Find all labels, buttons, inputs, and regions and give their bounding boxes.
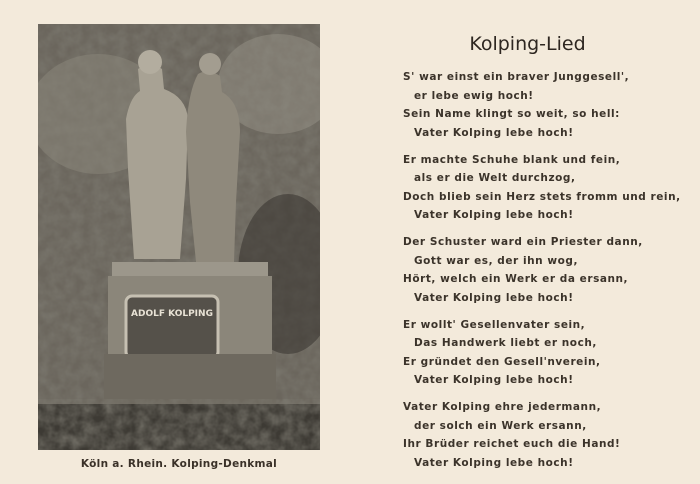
poem-line: Er machte Schuhe blank und fein, bbox=[403, 153, 621, 166]
poem-line: Er wollt' Gesellenvater sein, bbox=[403, 318, 586, 331]
monument-photo bbox=[38, 24, 320, 450]
kolping-monument-image bbox=[38, 24, 320, 450]
poem-line: Vater Kolping lebe hoch! bbox=[414, 374, 574, 386]
poem-stanza bbox=[403, 233, 693, 307]
photo-caption: Köln a. Rhein. Kolping-Denkmal bbox=[80, 458, 278, 470]
poem-line: Vater Kolping ehre jedermann, bbox=[403, 401, 602, 413]
poem-line: Hört, welch ein Werk er da ersann, bbox=[403, 273, 629, 285]
poem-line: der solch ein Werk ersann, bbox=[414, 419, 587, 432]
poem-line: Sein Name klingt so weit, so hell: bbox=[403, 108, 620, 120]
monument-inscription: ADOLF KOLPING bbox=[131, 309, 213, 319]
poem-line: Ihr Brüder reichet euch die Hand! bbox=[403, 438, 621, 450]
poem-title: Kolping-Lied bbox=[469, 33, 586, 55]
poem-stanza bbox=[403, 316, 693, 390]
poem-line: Vater Kolping lebe hoch! bbox=[414, 126, 574, 139]
poem-line: als er die Welt durchzog, bbox=[414, 172, 576, 184]
poem-stanza bbox=[403, 398, 693, 472]
poem-line: Er gründet den Gesell'nverein, bbox=[403, 355, 601, 368]
poem-line: S' war einst ein braver Junggesell', bbox=[403, 71, 630, 83]
poem-line: Vater Kolping lebe hoch! bbox=[414, 209, 574, 221]
poem-stanza bbox=[403, 151, 693, 225]
poem-line: Das Handwerk liebt er noch, bbox=[414, 337, 597, 349]
poem-line: Vater Kolping lebe hoch! bbox=[414, 291, 574, 304]
poem-line: Doch blieb sein Herz stets fromm und rein, bbox=[403, 190, 681, 203]
poem-stanza bbox=[403, 68, 693, 142]
poem-text bbox=[403, 68, 693, 481]
poem-line: Der Schuster ward ein Priester dann, bbox=[403, 236, 643, 248]
poem-line: Gott war es, der ihn wog, bbox=[414, 254, 579, 267]
poem-line: er lebe ewig hoch! bbox=[414, 89, 534, 102]
poem-line: Vater Kolping lebe hoch! bbox=[414, 456, 574, 469]
